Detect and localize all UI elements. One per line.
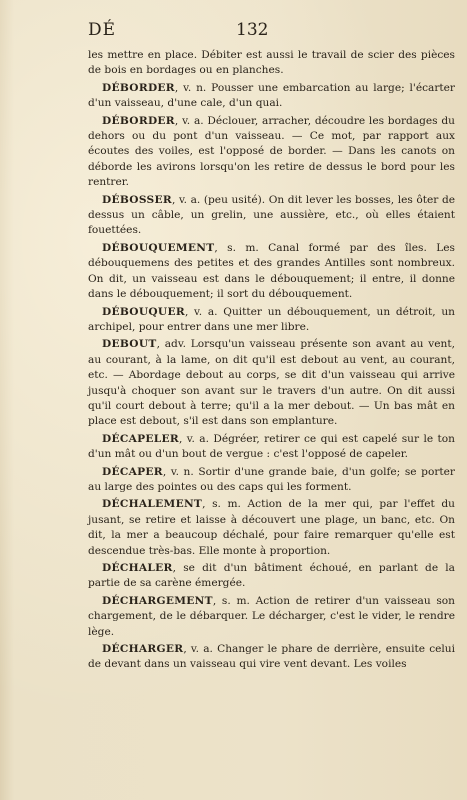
entry-text: , s. m. Canal formé par des îles. Les débouquemens des petites et des grandes Antilles sont nombreux. On dit, un vaisseau est dans le débouquement; il entre, il donne dans le débouquement; il sort du débouquement. bbox=[88, 241, 455, 301]
entry bbox=[88, 465, 455, 496]
entry bbox=[88, 337, 455, 429]
page-number: 132 bbox=[236, 20, 269, 40]
entry-text: , se dit d'un bâtiment échoué, en parlant de la partie de sa carène émergée. bbox=[88, 562, 455, 590]
entry bbox=[88, 432, 455, 463]
entry-text: , v. a. Changer le phare de derrière, ensuite celui de devant dans un vaisseau qui vire vent devant. Les voiles bbox=[88, 643, 455, 671]
entry bbox=[88, 642, 455, 673]
entry-text: , v. a. Quitter un débouquement, un détroit, un archipel, pour entrer dans une mer libre. bbox=[88, 305, 455, 333]
entry-term: DÉCAPER bbox=[102, 465, 163, 478]
entry-text: , s. m. Action de la mer qui, par l'effet du jusant, se retire et laisse à découvert une plage, un banc, etc. On dit, la mer a beaucoup déchalé, pour faire remarquer qu'elle est descendue très-bas. Elle monte à proportion. bbox=[88, 498, 455, 557]
entry-term: DÉCHALEMENT bbox=[102, 498, 203, 511]
entry-text: , v. n. Sortir d'une grande baie, d'un golfe; se porter au large des pointes ou des caps qui les forment. bbox=[88, 465, 455, 493]
entry-term: DÉCHALER bbox=[102, 562, 173, 574]
entry-text: , v. a. Dégréer, retirer ce qui est capelé sur le ton d'un mât ou d'un bout de vergue : c'est l'opposé de capeler. bbox=[88, 432, 455, 461]
entry bbox=[88, 594, 455, 640]
entry bbox=[88, 497, 455, 559]
entry-text: , v. n. Pousser une embarcation au large; l'écarter d'un vaisseau, d'une cale, d'un quai. bbox=[88, 81, 455, 110]
entry-term: DÉBORDER bbox=[102, 114, 175, 127]
entry-term: DÉBOUQUEMENT bbox=[102, 241, 215, 254]
running-head-letters: DÉ bbox=[88, 20, 117, 40]
entry bbox=[88, 561, 455, 592]
entry-text: , s. m. Action de retirer d'un vaisseau son chargement, de le débarquer. Le décharger, c'est le vider, le rendre lège. bbox=[88, 594, 455, 638]
entry-term: DÉBOUQUER bbox=[102, 305, 185, 318]
entry bbox=[88, 305, 455, 336]
entry-text: , v. a. (peu usité). On dit lever les bosses, les ôter de dessus un câble, un grelin, une aussière, etc., où elles étaient fouettées. bbox=[88, 193, 455, 237]
entry-term: DÉBORDER bbox=[102, 81, 175, 94]
entry-term: DÉBOSSER bbox=[102, 193, 172, 206]
entry bbox=[88, 114, 455, 191]
running-head bbox=[88, 20, 455, 44]
entry bbox=[88, 241, 455, 303]
entry bbox=[88, 193, 455, 239]
entry-text: les mettre en place. Débiter est aussi le travail de scier des pièces de bois en bordages ou en planches. bbox=[88, 49, 455, 77]
entry-term: DÉCAPELER bbox=[102, 432, 179, 445]
entry-term: DEBOUT bbox=[102, 338, 157, 351]
entry-term: DÉCHARGER bbox=[102, 643, 184, 656]
dictionary-text bbox=[88, 48, 455, 673]
entry bbox=[88, 81, 455, 112]
entry-continuation bbox=[88, 48, 455, 79]
entry-term: DÉCHARGEMENT bbox=[102, 594, 213, 607]
entry-text: , v. a. Déclouer, arracher, découdre les bordages du dehors ou du pont d'un vaisseau. — Ce mot, par rapport aux écoutes des voiles, est l'opposé de border. — Dans les canots on déborde les avirons lorsqu'on les retire de dessus le bord pour les rentrer. bbox=[88, 114, 455, 189]
entry-text: , adv. Lorsqu'un vaisseau présente son avant au vent, au courant, à la lame, on dit qu'il est debout au vent, au courant, etc. — Abordage debout au corps, se dit d'un vaisseau qui arrive jusqu'à choquer son avant sur le travers d'un autre. On dit aussi qu'il court debout à terre; qu'il a la mer debout. — Un bas mât en place est debout, s'il est dans son emplanture. bbox=[88, 338, 455, 428]
